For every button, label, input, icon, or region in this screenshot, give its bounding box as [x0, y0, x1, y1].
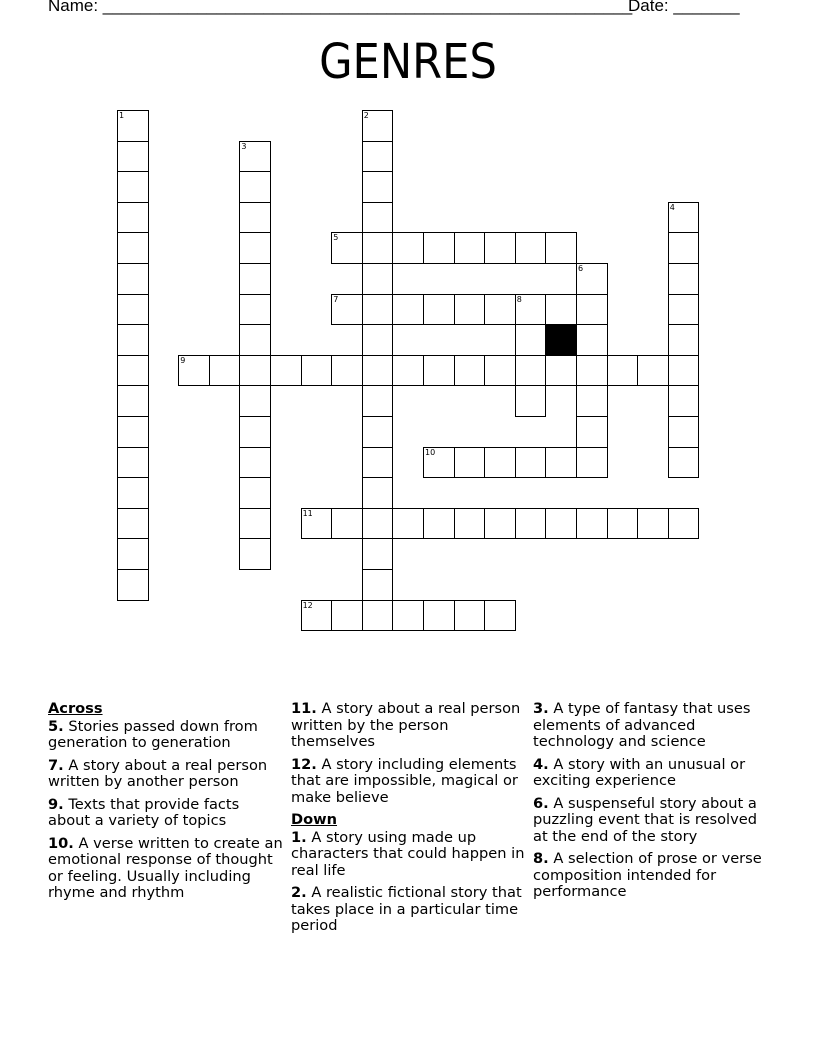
clue-text: A story with an unusual or exciting experience: [533, 755, 746, 789]
grid-cell[interactable]: [454, 355, 486, 387]
grid-cell[interactable]: [117, 171, 149, 203]
grid-cell[interactable]: [515, 294, 547, 326]
clue-text: A realistic fictional story that takes place in a particular time period: [291, 884, 522, 934]
grid-cell[interactable]: [331, 600, 363, 632]
grid-cell[interactable]: [484, 508, 516, 540]
clue-text: A suspenseful story about a puzzling event that is resolved at the end of the story: [533, 794, 757, 845]
clue-number-label: 8: [516, 294, 522, 304]
grid-cell[interactable]: [668, 447, 700, 479]
clue-down-4: [533, 757, 769, 790]
grid-cell[interactable]: [515, 232, 547, 264]
grid-cell[interactable]: [484, 232, 516, 264]
clue-across-9: [48, 797, 284, 830]
clue-number: 12.: [291, 755, 317, 773]
grid-cell[interactable]: [270, 355, 302, 387]
clue-number: 9.: [48, 795, 64, 813]
clue-number: 6.: [533, 794, 549, 812]
grid-cell[interactable]: [239, 538, 271, 570]
grid-cell[interactable]: [454, 447, 486, 479]
clue-text: A type of fantasy that uses elements of advanced technology and science: [533, 700, 751, 750]
grid-cell[interactable]: [423, 355, 455, 387]
clue-column-3: [533, 701, 769, 907]
clue-number-label: 6: [578, 264, 584, 273]
grid-cell[interactable]: [668, 294, 700, 326]
clue-number-label: 3: [241, 141, 247, 151]
grid-cell[interactable]: [362, 171, 394, 203]
grid-cell[interactable]: [117, 202, 149, 234]
clue-number-label: 5: [333, 233, 339, 243]
grid-cell[interactable]: [362, 263, 394, 295]
grid-cell[interactable]: [545, 508, 577, 540]
grid-cell[interactable]: [637, 508, 669, 540]
across-heading: Across: [48, 700, 103, 717]
grid-cell[interactable]: [239, 355, 271, 387]
grid-cell[interactable]: [576, 324, 608, 356]
grid-cell[interactable]: [239, 202, 271, 234]
grid-cell[interactable]: [301, 508, 333, 540]
down-heading: Down: [291, 811, 338, 828]
grid-cell[interactable]: [392, 294, 424, 326]
name-field-label: Name: ________________________________________________________: [48, 0, 633, 15]
grid-cell[interactable]: [668, 385, 700, 417]
grid-cell[interactable]: [117, 385, 149, 417]
grid-cell[interactable]: [423, 294, 455, 326]
clue-text: A story about a real person written by another person: [48, 756, 268, 790]
grid-cell[interactable]: [362, 538, 394, 570]
clue-number: 1.: [291, 828, 307, 846]
grid-cell[interactable]: [454, 600, 486, 632]
grid-cell[interactable]: [637, 355, 669, 387]
grid-cell[interactable]: [239, 263, 271, 295]
grid-cell[interactable]: [117, 141, 149, 173]
grid-cell[interactable]: [423, 232, 455, 264]
clue-down-8: [533, 851, 769, 901]
grid-cell[interactable]: [576, 385, 608, 417]
grid-cell[interactable]: [239, 141, 271, 173]
grid-cell[interactable]: [362, 600, 394, 632]
grid-cell[interactable]: [392, 508, 424, 540]
clue-across-7: [48, 758, 284, 791]
grid-cell[interactable]: [117, 477, 149, 509]
clue-text: Stories passed down from generation to generation: [48, 717, 258, 751]
grid-cell[interactable]: [331, 355, 363, 387]
grid-cell[interactable]: [484, 355, 516, 387]
grid-cell[interactable]: [362, 416, 394, 448]
grid-cell[interactable]: [362, 294, 394, 326]
clue-across-10: [48, 836, 284, 902]
grid-cell[interactable]: [515, 355, 547, 387]
grid-cell[interactable]: [454, 294, 486, 326]
grid-cell[interactable]: [117, 110, 149, 142]
grid-cell[interactable]: [362, 447, 394, 479]
grid-cell[interactable]: [576, 508, 608, 540]
grid-cell[interactable]: [392, 355, 424, 387]
grid-cell[interactable]: [423, 600, 455, 632]
grid-cell[interactable]: [545, 355, 577, 387]
grid-cell[interactable]: [239, 232, 271, 264]
clue-number: 8.: [533, 850, 549, 867]
clue-number-label: 2: [363, 111, 369, 120]
black-square: [545, 324, 577, 356]
clue-column-1: [48, 701, 284, 908]
clue-text: Texts that provide facts about a variety of topics: [48, 795, 240, 829]
grid-cell[interactable]: [239, 477, 271, 509]
grid-cell[interactable]: [331, 232, 363, 264]
clue-down-6: [533, 796, 769, 846]
grid-cell[interactable]: [576, 416, 608, 448]
grid-cell[interactable]: [239, 294, 271, 326]
clue-number-label: 4: [669, 202, 675, 212]
clue-number-label: 1: [119, 111, 125, 120]
grid-cell[interactable]: [515, 324, 547, 356]
grid-cell[interactable]: [668, 263, 700, 295]
clue-number: 2.: [291, 884, 307, 901]
grid-cell[interactable]: [668, 324, 700, 356]
grid-cell[interactable]: [576, 263, 608, 295]
clue-number: 3.: [533, 700, 549, 717]
grid-cell[interactable]: [545, 232, 577, 264]
clue-across-12: [291, 757, 527, 807]
grid-cell[interactable]: [178, 355, 210, 387]
grid-cell[interactable]: [515, 385, 547, 417]
grid-cell[interactable]: [576, 355, 608, 387]
clue-number: 10.: [48, 834, 74, 852]
grid-cell[interactable]: [331, 508, 363, 540]
grid-cell[interactable]: [515, 447, 547, 479]
grid-cell[interactable]: [362, 355, 394, 387]
grid-cell[interactable]: [362, 232, 394, 264]
grid-cell[interactable]: [484, 447, 516, 479]
clue-text: A story about a real person written by the person themselves: [291, 700, 521, 750]
clue-number: 5.: [48, 717, 64, 735]
date-field-label: Date: _______: [628, 0, 740, 15]
grid-cell[interactable]: [239, 324, 271, 356]
clue-number: 11.: [291, 700, 317, 717]
header: [48, 0, 740, 16]
grid-cell[interactable]: [117, 416, 149, 448]
grid-cell[interactable]: [392, 232, 424, 264]
grid-cell[interactable]: [362, 508, 394, 540]
grid-cell[interactable]: [545, 447, 577, 479]
clue-text: A verse written to create an emotional response of thought or feeling. Usually including rhyme and rhythm: [48, 834, 283, 901]
grid-cell[interactable]: [239, 171, 271, 203]
grid-cell[interactable]: [362, 202, 394, 234]
grid-cell[interactable]: [576, 294, 608, 326]
grid-cell[interactable]: [239, 385, 271, 417]
grid-cell[interactable]: [362, 569, 394, 601]
grid-cell[interactable]: [239, 416, 271, 448]
grid-cell[interactable]: [209, 355, 241, 387]
clue-number: 7.: [48, 756, 64, 774]
clue-across-5: [48, 719, 284, 752]
clue-text: A story including elements that are impossible, magical or make believe: [291, 755, 518, 806]
grid-cell[interactable]: [515, 508, 547, 540]
grid-cell[interactable]: [362, 110, 394, 142]
clue-number-label: 9: [180, 355, 186, 365]
grid-cell[interactable]: [423, 447, 455, 479]
clue-down-3: [533, 701, 769, 751]
grid-cell[interactable]: [301, 600, 333, 632]
grid-cell[interactable]: [117, 263, 149, 295]
crossword-grid: [117, 110, 701, 632]
clue-number-label: 12: [302, 600, 313, 610]
grid-cell[interactable]: [454, 232, 486, 264]
clue-text: A selection of prose or verse composition intended for performance: [533, 850, 762, 900]
grid-cell[interactable]: [331, 294, 363, 326]
clue-text: A story using made up characters that could happen in real life: [291, 828, 525, 879]
grid-cell[interactable]: [484, 600, 516, 632]
grid-cell[interactable]: [668, 232, 700, 264]
grid-cell[interactable]: [117, 294, 149, 326]
grid-cell[interactable]: [117, 508, 149, 540]
grid-cell[interactable]: [362, 477, 394, 509]
clue-down-2: [291, 885, 527, 935]
grid-cell[interactable]: [392, 600, 424, 632]
clue-down-1: [291, 830, 527, 880]
grid-cell[interactable]: [576, 447, 608, 479]
grid-cell[interactable]: [362, 324, 394, 356]
grid-cell[interactable]: [117, 569, 149, 601]
grid-cell[interactable]: [117, 324, 149, 356]
grid-cell[interactable]: [668, 508, 700, 540]
grid-cell[interactable]: [239, 508, 271, 540]
grid-cell[interactable]: [117, 538, 149, 570]
clue-number-label: 11: [302, 508, 313, 518]
grid-cell[interactable]: [484, 294, 516, 326]
grid-cell[interactable]: [117, 232, 149, 264]
grid-cell[interactable]: [423, 508, 455, 540]
grid-cell[interactable]: [607, 508, 639, 540]
grid-cell[interactable]: [668, 202, 700, 234]
clue-across-11: [291, 701, 527, 751]
grid-cell[interactable]: [117, 355, 149, 387]
grid-cell[interactable]: [301, 355, 333, 387]
clue-number-label: 10: [425, 447, 436, 457]
grid-cell[interactable]: [362, 385, 394, 417]
clue-number: 4.: [533, 755, 549, 773]
clue-column-2: [291, 701, 527, 941]
clue-number-label: 7: [333, 294, 339, 304]
puzzle-title: GENRES: [319, 34, 497, 90]
grid-cell[interactable]: [239, 447, 271, 479]
grid-cell[interactable]: [668, 416, 700, 448]
grid-cell[interactable]: [607, 355, 639, 387]
grid-cell[interactable]: [117, 447, 149, 479]
grid-cell[interactable]: [362, 141, 394, 173]
grid-cell[interactable]: [545, 294, 577, 326]
grid-cell[interactable]: [668, 355, 700, 387]
grid-cell[interactable]: [454, 508, 486, 540]
